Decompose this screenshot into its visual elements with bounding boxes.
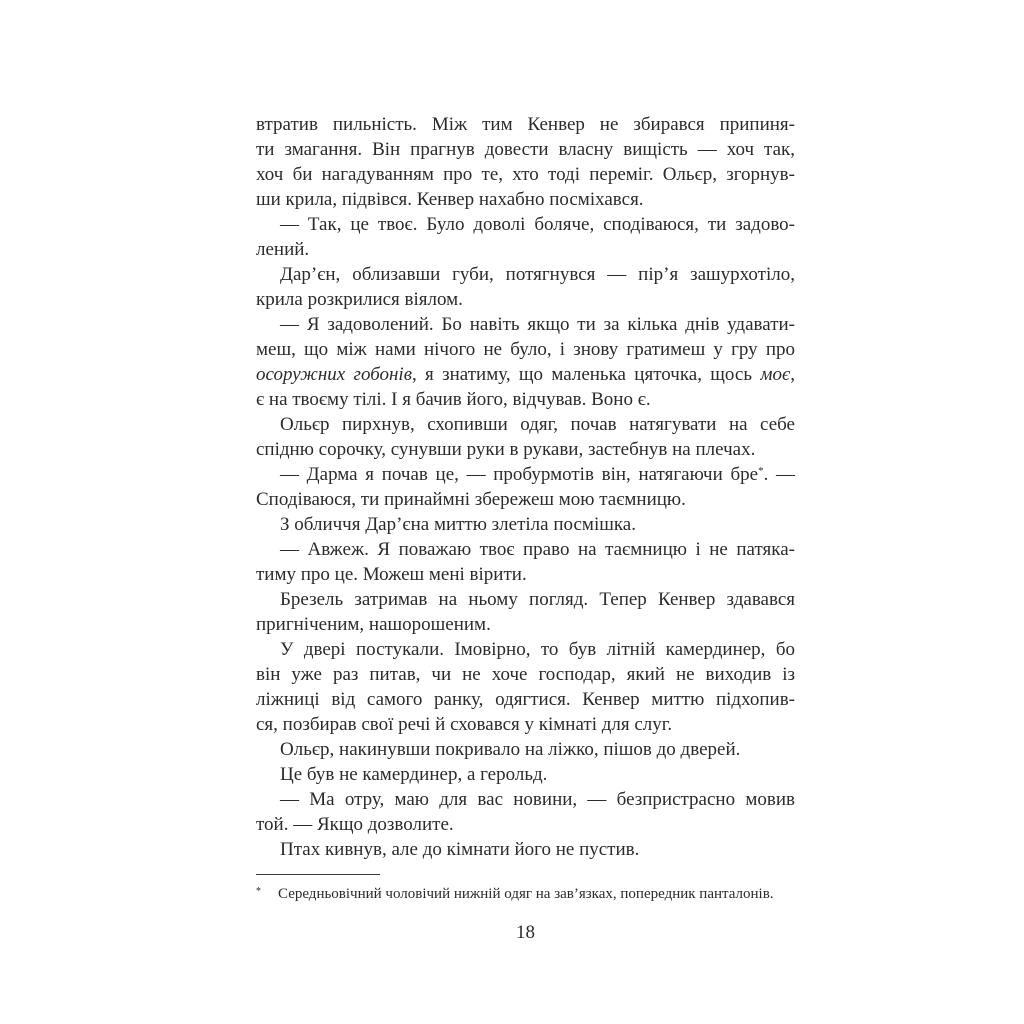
- text-line: [256, 687, 795, 712]
- text-segment: втратив пильність. Між тим Кенвер не збирався припиня-: [256, 114, 795, 135]
- text-segment: ся, позбирав свої речі й сховався у кімнаті для слуг.: [256, 714, 673, 735]
- text-segment: Сподіваюся, ти принаймні збережеш мою таємницю.: [256, 489, 686, 510]
- text-line: [256, 837, 795, 862]
- text-segment: У двері постукали. Імовірно, то був літній камердинер, бо: [280, 639, 795, 660]
- text-line: [256, 662, 795, 687]
- text-line: [256, 162, 795, 187]
- text-segment: , я знатиму, що маленька цяточка, щось: [411, 364, 761, 385]
- text-line: [256, 312, 795, 337]
- italic-text: осоружних гобонів: [256, 364, 412, 385]
- footnote-line: [256, 884, 795, 906]
- text-segment: ,: [790, 364, 795, 385]
- text-line: [256, 562, 795, 587]
- text-segment: — Дарма я почав це, — пробурмотів він, натягаючи бре: [280, 464, 759, 485]
- text-line: [256, 262, 795, 287]
- text-line: [256, 537, 795, 562]
- text-segment: той. — Якщо дозволите.: [256, 814, 454, 835]
- text-segment: Це був не камердинер, а герольд.: [280, 764, 548, 785]
- text-segment: пригніченим, нашорошеним.: [256, 614, 491, 635]
- text-line: [256, 187, 795, 212]
- text-segment: Брезель затримав на ньому погляд. Тепер Кенвер здавався: [280, 589, 795, 610]
- text-segment: ши крила, підвівся. Кенвер нахабно посміхався.: [256, 189, 644, 210]
- footnote-ref-marker: *: [758, 465, 764, 477]
- text-segment: тиму про це. Можеш мені вірити.: [256, 564, 527, 585]
- footnote: [256, 874, 795, 906]
- text-segment: спідню сорочку, сунувши руки в рукави, застебнув на плечах.: [256, 439, 756, 460]
- text-line: [256, 587, 795, 612]
- footnote-text: Середньовічний чоловічий нижній одяг на зав’язках, попередник панталонів.: [278, 886, 774, 902]
- text-segment: крила розкрилися віялом.: [256, 289, 463, 310]
- text-segment: — Ма отру, маю для вас новини, — безпристрасно мовив: [280, 789, 795, 810]
- text-line: [256, 337, 795, 362]
- page-number: 18: [516, 922, 535, 943]
- text-segment: Дар’єн, облизавши губи, потягнувся — пір’я зашурхотіло,: [280, 264, 795, 285]
- footnote-divider: [256, 874, 380, 875]
- text-line: [256, 812, 795, 837]
- text-segment: — Так, це твоє. Було доволі боляче, сподіваюся, ти задово-: [280, 214, 795, 235]
- text-block: [256, 112, 795, 862]
- text-line: [256, 737, 795, 762]
- text-line: [256, 512, 795, 537]
- text-line: [256, 612, 795, 637]
- text-segment: ліжниці від самого ранку, одягтися. Кенвер миттю підхопив-: [256, 689, 795, 710]
- text-line: [256, 462, 795, 487]
- text-segment: Ольєр пирхнув, схопивши одяг, почав натягувати на себе: [280, 414, 795, 435]
- text-segment: ти змагання. Він прагнув довести власну вищість — хоч так,: [256, 139, 795, 160]
- text-segment: — Я задоволений. Бо навіть якщо ти за кілька днів удавати-: [280, 314, 795, 335]
- text-line: [256, 412, 795, 437]
- text-segment: Ольєр, накинувши покривало на ліжко, пішов до дверей.: [280, 739, 741, 760]
- italic-text: моє: [760, 364, 791, 385]
- text-line: [256, 112, 795, 137]
- text-segment: є на твоєму тілі. І я бачив його, відчував. Воно є.: [256, 389, 651, 410]
- text-segment: З обличчя Дар’єна миттю злетіла посмішка.: [280, 514, 636, 535]
- text-line: [256, 762, 795, 787]
- text-line: [256, 237, 795, 262]
- text-segment: хоч би нагадуванням про те, хто тоді переміг. Ольєр, згорнув-: [256, 164, 795, 185]
- text-segment: Птах кивнув, але до кімнати його не пустив.: [280, 839, 640, 860]
- text-segment: . —: [763, 464, 795, 485]
- text-line: [256, 137, 795, 162]
- text-line: [256, 437, 795, 462]
- text-line: [256, 362, 795, 387]
- text-segment: меш, що між нами нічого не було, і знову гратимеш у гру про: [256, 339, 795, 360]
- text-line: [256, 712, 795, 737]
- text-line: [256, 787, 795, 812]
- text-line: [256, 487, 795, 512]
- text-line: [256, 212, 795, 237]
- text-segment: він уже раз питав, чи не хоче господар, який не виходив із: [256, 664, 795, 685]
- text-line: [256, 637, 795, 662]
- text-segment: лений.: [256, 239, 310, 260]
- text-line: [256, 387, 795, 412]
- text-segment: — Авжеж. Я поважаю твоє право на таємницю і не патяка-: [280, 539, 795, 560]
- text-line: [256, 287, 795, 312]
- footnote-marker: *: [256, 886, 261, 897]
